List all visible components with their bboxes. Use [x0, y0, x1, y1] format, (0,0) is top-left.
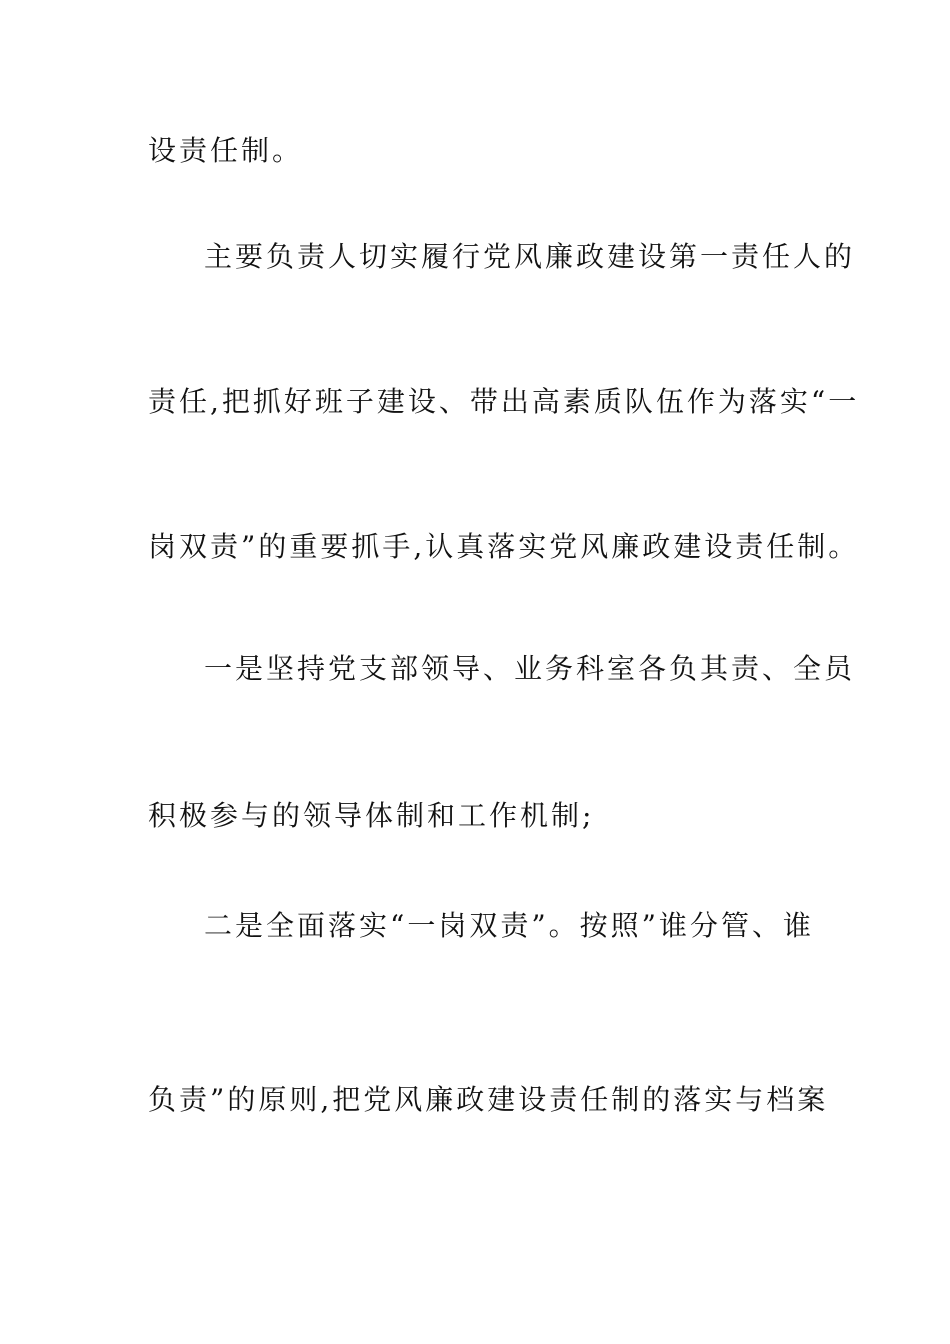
text-line: 负责”的原则,把党风廉政建设责任制的落实与档案 [148, 1083, 829, 1116]
text-line: 设责任制。 [148, 134, 304, 167]
paragraph-line: 一是坚持党支部领导、业务科室各负其责、全员 [204, 652, 856, 685]
text-line: 积极参与的领导体制和工作机制; [148, 799, 595, 832]
paragraph-line: 二是全面落实“一岗双责”。按照”谁分管、谁 [204, 909, 814, 942]
paragraph-line: 主要负责人切实履行党风廉政建设第一责任人的 [204, 240, 856, 273]
text-line: 责任,把抓好班子建设、带出高素质队伍作为落实“一 [148, 385, 860, 418]
text-line: 岗双责”的重要抓手,认真落实党风廉政建设责任制。 [148, 530, 860, 563]
